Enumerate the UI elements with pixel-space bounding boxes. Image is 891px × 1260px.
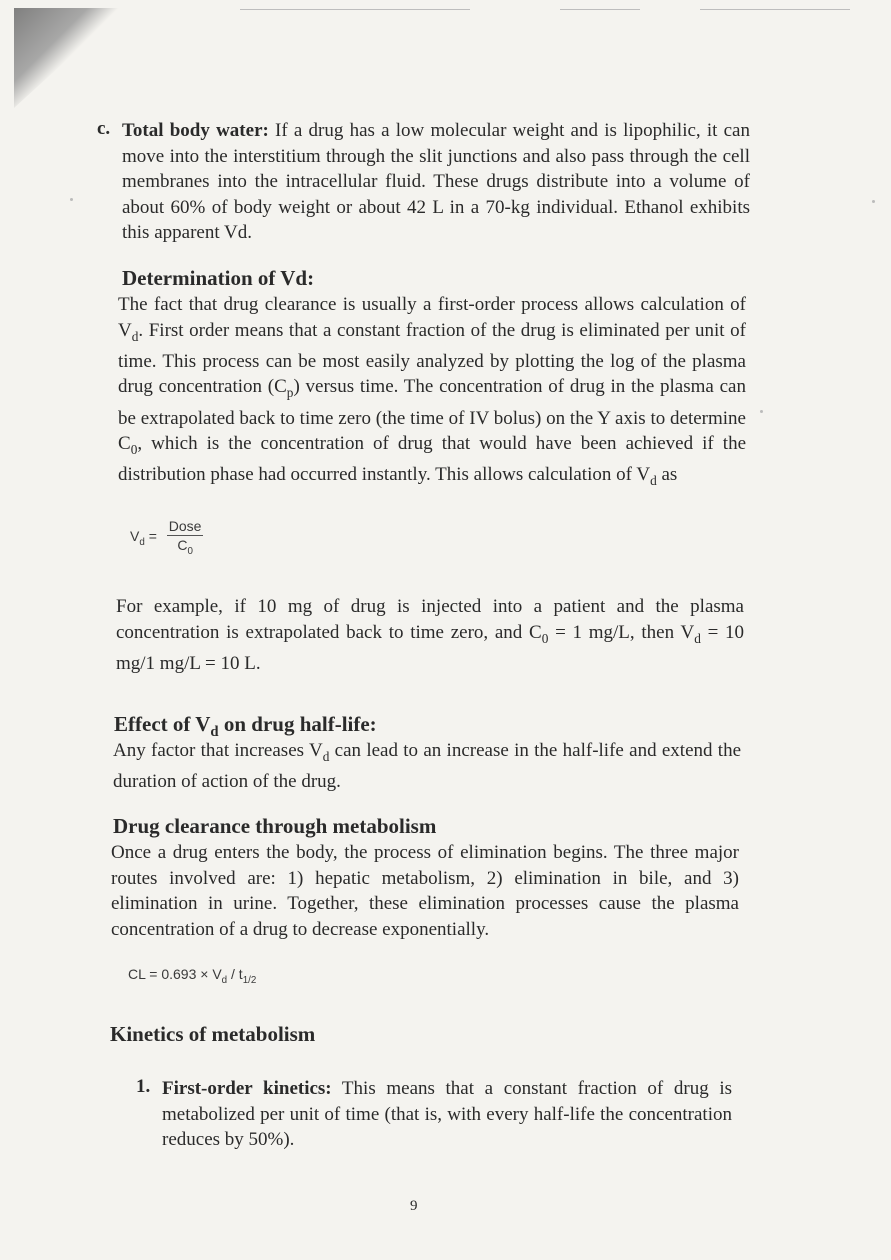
clearance-formula: CL = $0.693 \times V_d / t_{1/2}$ xyxy=(128,966,257,986)
kinetics-heading: Kinetics of metabolism xyxy=(110,1022,316,1046)
effect-paragraph: Any factor that increases $V_d$ can lead to an increase in the half-life and extend the duration of action of the drug. xyxy=(113,740,742,793)
scan-speck xyxy=(760,410,763,413)
scan-speck xyxy=(70,198,73,201)
clearance-paragraph: Once a drug enters the body, the process of elimination begins. The three major routes involved are: 1) hepatic metabolism, 2) elimination in bile, and 3) elimination in urine. Together, these elimination processes cause the plasma concentration of a drug to decrease exponentially. xyxy=(111,842,739,940)
scan-corner-shadow xyxy=(14,8,124,108)
list-number: 1. xyxy=(136,1076,151,1097)
clearance-heading: Drug clearance through metabolism xyxy=(113,814,437,838)
scan-artifact-line xyxy=(560,9,640,10)
first-order-paragraph: First-order kinetics: This means that a constant fraction of drug is metabolized per unit of time (that is, with every half-life the concentration reduces by 50%). xyxy=(162,1078,732,1150)
scan-speck xyxy=(872,200,875,203)
list-letter: c. xyxy=(97,118,111,139)
determination-heading: Determination of Vd: xyxy=(122,266,315,290)
effect-heading: Effect of $V_d$ on drug half-life: xyxy=(114,712,377,741)
first-order-heading: First-order kinetics: xyxy=(162,1078,332,1099)
page-number: 9 xyxy=(410,1198,418,1214)
vd-fraction: $\frac{\text{Dose}}{C_0}$ xyxy=(168,518,202,557)
scan-artifact-line xyxy=(240,9,470,10)
determination-paragraph: The fact that drug clearance is usually a first-order process allows calculation of $V_d$. First order means that a constant fraction of the drug is eliminated per unit of time. This process can be most easily analyzed by plotting the log of the plasma drug concentration $(C_p)$ versus time. The concentration of drug in the plasma can be extrapolated back to time zero (the time of IV bolus) on the Y axis to determine $C_0$, which is the concentration of drug that would have been achieved if the distribution phase had occurred instantly. This allows calculation of $V_d$ as xyxy=(118,294,746,489)
total-body-water-paragraph xyxy=(122,118,750,246)
scan-artifact-line xyxy=(700,9,850,10)
total-body-water-heading: Total body water: xyxy=(122,120,269,141)
vd-formula: $V_d$ = $\frac{\text{Dose}}{C_0}$ xyxy=(130,518,202,557)
example-paragraph: For example, if 10 mg of drug is injected into a patient and the plasma concentration is extrapolated back to time zero, and $C_0 = 1$ mg/L, then $V_d = 10$ mg/1 mg/L = 10 L. xyxy=(116,596,745,674)
total-body-water-text: If a drug has a low molecular weight and is lipophilic, it can move into the interstitium through the slit junctions and also pass through the cell membranes into the intracellular fluid. These drugs distribute into a volume of about 60% of body weight or about 42 L in a 70-kg individual. Ethanol exhibits this apparent Vd. xyxy=(122,120,750,243)
